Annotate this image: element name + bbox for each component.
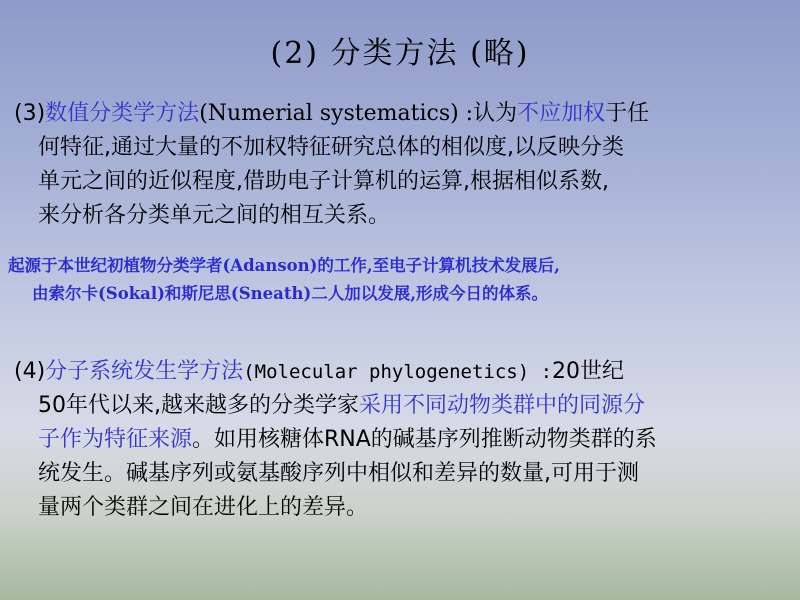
historical-note (8, 252, 793, 308)
section-3-line-3: 单元之间的近似程度,借助电子计算机的运算,根据相似系数, (38, 169, 609, 194)
section-4-line-4: 统发生。碱基序列或氨基酸序列中相似和差异的数量,可用于测 (38, 461, 639, 486)
section-3-rest: 于任 (605, 101, 650, 126)
section-4-english: (Molecular phylogenetics) : (243, 361, 553, 383)
section-4-prefix: (4) (14, 359, 46, 384)
note-line-2: 由索尔卡(Sokal)和斯尼思(Sneath)二人加以发展,形成今日的体系。 (32, 284, 549, 303)
section-3-line-4: 来分析各分类单元之间的相互关系。 (38, 203, 391, 228)
section-3-line-2: 何特征,通过大量的不加权特征研究总体的相似度,以反映分类 (38, 135, 624, 160)
section-3-english: (Numerial systematics) : (199, 101, 474, 126)
section-3-term: 数值分类学方法 (45, 101, 200, 126)
slide-title: (2) 分类方法 (略) (270, 36, 530, 71)
section-3-numerical-systematics (14, 97, 789, 233)
section-3-line-1 (14, 97, 789, 131)
section-3-prefix: (3) (14, 101, 46, 126)
section-4-molecular-phylogenetics (14, 355, 789, 525)
section-4-line-1 (14, 355, 789, 389)
note-line-1: 起源于本世纪初植物分类学者(Adanson)的工作,至电子计算机技术发展后, (8, 256, 560, 275)
section-4-line-5: 量两个类群之间在进化上的差异。 (38, 495, 369, 520)
section-4-line-2 (14, 389, 789, 423)
section-4-line-3-highlight: 子作为特征来源 (38, 427, 193, 452)
section-4-line-3-plain: 。如用核糖体RNA的碱基序列推断动物类群的系 (192, 427, 657, 452)
section-4-line-2-plain: 50年代以来,越来越多的分类学家 (38, 393, 359, 418)
section-4-rest: 20世纪 (552, 359, 625, 384)
section-4-term: 分子系统发生学方法 (45, 359, 244, 384)
section-3-pre: 认为 (473, 101, 518, 126)
section-3-highlight: 不应加权 (517, 101, 606, 126)
section-4-line-2-highlight: 采用不同动物类群中的同源分 (359, 393, 646, 418)
section-4-line-3 (14, 423, 789, 457)
